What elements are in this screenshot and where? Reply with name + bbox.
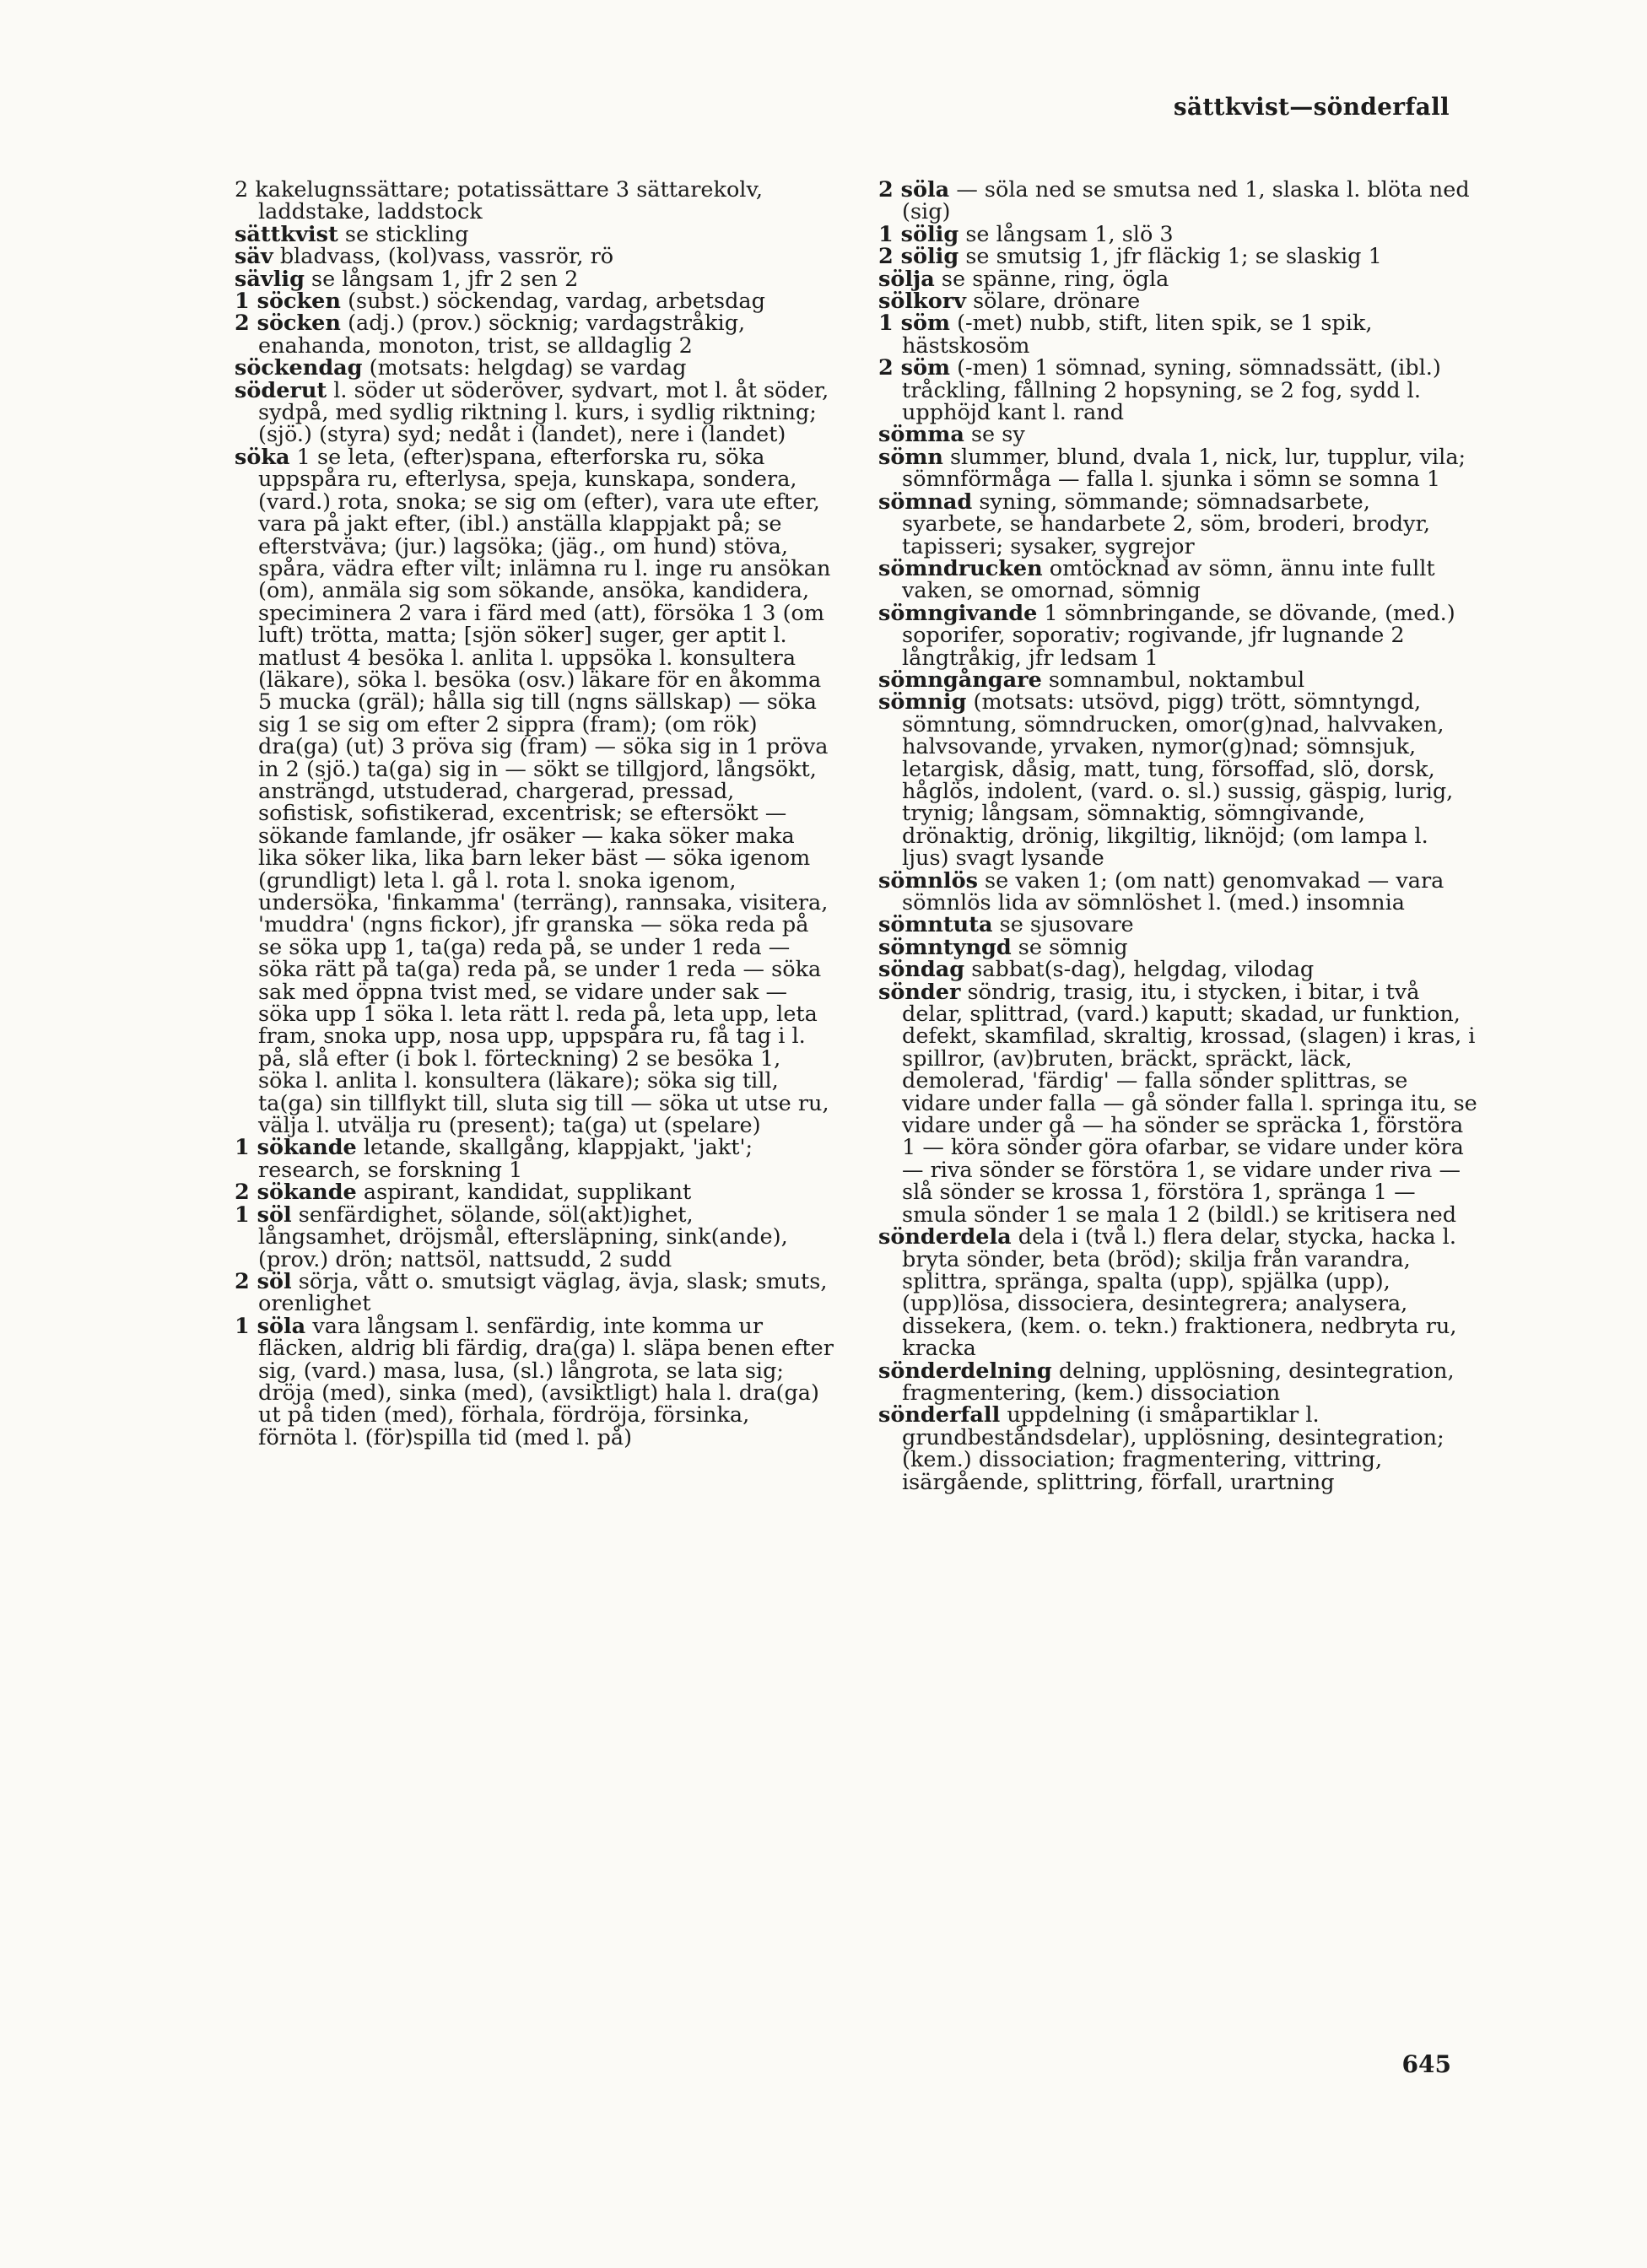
entry-definition: dela i (två l.) flera delar, stycka, hacka l. bryta sönder, beta (bröd); skilja från varandra, splittra, spränga, spalta (upp), spjälka (upp), (upp)lösa, dissociera, desintegrera; analysera, dissekera, (kem. o. tekn.) fraktionera, nedbryta ru, kracka: [902, 1224, 1457, 1362]
dictionary-entry: [878, 934, 1477, 960]
entry-definition: l. söder ut söderöver, sydvart, mot l. åt söder, sydpå, med sydlig riktning l. kurs, i sydlig riktning; (sjö.) (styra) syd; nedåt i (landet), nere i (landet): [258, 377, 829, 448]
entry-headword: 2 söm: [878, 355, 950, 381]
dictionary-entry: [878, 491, 1477, 558]
entry-headword: sömntuta: [878, 912, 993, 938]
entry-definition: bladvass, (kol)vass, vassrör, rö: [279, 244, 614, 270]
dictionary-entry: [235, 179, 834, 224]
page-number: 645: [1401, 2050, 1451, 2078]
dictionary-entry: [878, 244, 1477, 270]
entry-headword: sölja: [878, 266, 935, 292]
entry-headword: sömndrucken: [878, 555, 1043, 581]
dictionary-entry: [878, 221, 1477, 247]
dictionary-entry: [878, 446, 1477, 491]
entry-definition: uppdelning (i småpartiklar l. grundbeståndsdelar), upplösning, desintegration; (kem.) dissociation; fragmentering, vittring, isärgående, splittring, förfall, urartning: [902, 1402, 1444, 1495]
entry-headword: sömnig: [878, 689, 967, 716]
entry-headword: 2 söla: [878, 177, 950, 202]
entry-definition: sörja, vått o. smutsigt väglag, ävja, slask; smuts, orenlighet: [258, 1268, 828, 1317]
entry-definition: — söla ned se smutsa ned 1, slaska l. blöta ned (sig): [902, 177, 1470, 225]
entry-headword: söckendag: [235, 355, 363, 381]
entry-definition: vara långsam l. senfärdig, inte komma ur fläcken, aldrig bli färdig, dra(ga) l. släpa benen efter sig, (vard.) masa, lusa, (sl.) långrota, se lata sig; dröja (med), sinka (med), (avsiktligt) hala l. dra(ga) ut på tiden (med), förhala, fördröja, försinka, förnöta l. (för)spilla tid (med l. på): [258, 1313, 834, 1450]
right-column: [878, 179, 1477, 1493]
entry-definition: se sy: [970, 422, 1025, 448]
entry-definition: letande, skallgång, klappjakt, 'jakt'; research, se forskning 1: [258, 1135, 753, 1183]
entry-headword: 2 söcken: [235, 310, 341, 337]
entry-headword: sömn: [878, 444, 943, 470]
entry-definition: (motsats: utsövd, pigg) trött, sömntyngd, sömntung, sömndrucken, omor(g)nad, halvvaken, halvsovande, yrvaken, nymor(g)nad; sömnsjuk, letargisk, dåsig, matt, tung, försoffad, slö, dorsk, håglös, indolent, (vard. o. sl.) sussig, gäspig, lurig, trynig; långsam, sömnaktig, sömngivande, drönaktig, drönig, likgiltig, liknöjd; (om lampa l. ljus) svagt lysande: [902, 689, 1454, 872]
dictionary-entry: [878, 268, 1477, 290]
running-head: sättkvist—sönderfall: [1173, 93, 1450, 121]
dictionary-entry: [235, 268, 834, 290]
entry-definition: (adj.) (prov.) söcknig; vardagstråkig, enahanda, monoton, trist, se alldaglig 2: [258, 310, 746, 359]
entry-definition: syning, sömmande; sömnadsarbete, syarbete, se handarbete 2, söm, broderi, brodyr, tapisseri; sysaker, sygrejor: [902, 489, 1430, 559]
entry-headword: sönderfall: [878, 1402, 1001, 1428]
dictionary-entry: [235, 1204, 834, 1271]
dictionary-entry: [878, 669, 1477, 691]
entry-definition: delning, upplösning, desintegration, fragmentering, (kem.) dissociation: [902, 1358, 1455, 1406]
entry-definition: se stickling: [344, 221, 469, 247]
entry-definition: söndrig, trasig, itu, i stycken, i bitar, i två delar, splittrad, (vard.) kaputt; skadad, ur funktion, defekt, skamfilad, skraltig, krossad, (slagen) i kras, i spillror, (av)bruten, bräckt, spräckt, läck, demolerad, 'färdig' — falla sönder splittras, se vidare under falla — gå sönder falla l. springa itu, se vidare under gå — ha sönder se spräcka 1, förstöra 1 — köra sönder göra ofarbar, se vidare under köra — riva sönder se förstöra 1, se vidare under riva — slå sönder se krossa 1, förstöra 1, spränga 1 — smula sönder 1 se mala 1 2 (bildl.) se kritisera ned: [902, 979, 1477, 1228]
entry-headword: sönderdela: [878, 1224, 1012, 1250]
entry-definition: (-men) 1 sömnad, syning, sömnadssätt, (ibl.) tråckling, fållning 2 hopsyning, se 2 fog, sydd l. upphöjd kant l. rand: [902, 355, 1441, 426]
entry-definition: se spänne, ring, ögla: [941, 266, 1169, 292]
entry-definition: se långsam 1, slö 3: [965, 221, 1174, 247]
entry-headword: 1 söm: [878, 310, 950, 337]
entry-definition: 2 kakelugnssättare; potatissättare 3 sättarekolv, laddstake, laddstock: [235, 177, 763, 225]
left-column: [235, 179, 834, 1449]
entry-headword: 1 sökande: [235, 1135, 357, 1161]
entry-headword: söka: [235, 444, 290, 470]
entry-headword: sävlig: [235, 266, 305, 292]
dictionary-entry: [878, 179, 1477, 224]
entry-headword: söndag: [878, 957, 965, 983]
entry-definition: sölare, drönare: [973, 289, 1141, 315]
entry-headword: 2 söl: [235, 1268, 292, 1294]
entry-definition: se smutsig 1, jfr fläckig 1; se slaskig 1: [965, 244, 1382, 270]
entry-definition: omtöcknad av sömn, ännu inte fullt vaken, se omornad, sömnig: [902, 555, 1435, 604]
dictionary-entry: [878, 357, 1477, 424]
dictionary-entry: [235, 1180, 834, 1206]
dictionary-entry: [235, 357, 834, 379]
dictionary-entry: [235, 312, 834, 357]
entry-headword: 1 sölig: [878, 221, 959, 247]
entry-definition: se sömnig: [1018, 934, 1128, 960]
entry-headword: sättkvist: [235, 221, 338, 247]
entry-definition: slummer, blund, dvala 1, nick, lur, tupplur, vila; sömnförmåga — falla l. sjunka i sömn se somna 1: [902, 444, 1466, 493]
dictionary-entry: [878, 424, 1477, 446]
entry-definition: (-met) nubb, stift, liten spik, se 1 spik, hästskosöm: [902, 310, 1373, 359]
entry-definition: 1 sömnbringande, se dövande, (med.) soporifer, soporativ; rogivande, jfr lugnande 2 långtråkig, jfr ledsam 1: [902, 600, 1455, 671]
dictionary-entry: [235, 244, 834, 270]
dictionary-entry: [235, 221, 834, 247]
dictionary-entry: [235, 1315, 834, 1449]
entry-headword: säv: [235, 244, 273, 270]
dictionary-entry: [878, 867, 1477, 915]
dictionary-entry: [235, 1137, 834, 1181]
entry-definition: (motsats: helgdag) se vardag: [369, 355, 687, 381]
dictionary-entry: [878, 1404, 1477, 1493]
entry-headword: sömngångare: [878, 667, 1042, 693]
entry-definition: se sjusovare: [999, 912, 1134, 938]
entry-headword: sölkorv: [878, 289, 966, 315]
entry-definition: (subst.) söckendag, vardag, arbetsdag: [348, 289, 765, 315]
entry-headword: 2 sökande: [235, 1180, 357, 1206]
dictionary-entry: [235, 289, 834, 315]
entry-headword: 1 söl: [235, 1202, 292, 1228]
entry-headword: sönderdelning: [878, 1358, 1052, 1384]
entry-definition: 1 se leta, (efter)spana, efterforska ru, söka uppspåra ru, efterlysa, speja, kunskapa, sondera, (vard.) rota, snoka; se sig om (efter), vara ute efter, vara på jakt efter, (ibl.) anställa klappjakt på; se efterstväva; (jur.) lagsöka; (jäg., om hund) stöva, spåra, vädra efter vilt; inlämna ru l. inge ru ansökan (om), anmäla sig som sökande, ansöka, kandidera, speciminera 2 vara i färd med (att), försöka 1 3 (om luft) trötta, matta; [sjön söker] suger, ger aptit l. matlust 4 besöka l. anlita l. uppsöka l. konsultera (läkare), söka l. besöka (osv.) läkare för en åkomma 5 mucka (gräl); hålla sig till (ngns sällskap) — söka sig 1 se sig om efter 2 sippra (fram); (om rök) dra(ga) (ut) 3 pröva sig (fram) — söka sig in 1 pröva in 2 (sjö.) ta(ga) sig in — sökt se tillgjord, långsökt, ansträngd, utstuderad, chargerad, pressad, sofistisk, sofistikerad, excentrisk; se eftersökt — sökande famlande, jfr osäker — kaka söker maka lika söker lika, lika barn leker bäst — söka igenom (grundligt) leta l. gå l. rota l. snoka igenom, undersöka, 'finkamma' (terräng), rannsaka, visitera, 'muddra' (ngns fickor), jfr granska — söka reda på se söka upp 1, ta(ga) reda på, se under 1 reda — söka rätt på ta(ga) reda på, se under 1 reda — söka sak med öppna tvist med, se vidare under sak — söka upp 1 söka l. leta rätt l. reda på, leta upp, leta fram, snoka upp, nosa upp, uppspåra ru, få tag i l. på, slå efter (i bok l. förteckning) 2 se besöka 1, söka l. anlita l. konsultera (läkare); söka sig till, ta(ga) sin tillflykt till, sluta sig till — söka ut utse ru, välja l. utvälja ru (present); ta(ga) ut (spelare): [258, 444, 831, 1139]
dictionary-entry: [878, 555, 1477, 604]
dictionary-entry: [235, 377, 834, 448]
entry-definition: sabbat(s-dag), helgdag, vilodag: [971, 957, 1315, 983]
dictionary-entry: [878, 957, 1477, 983]
entry-definition: se långsam 1, jfr 2 sen 2: [311, 266, 579, 292]
entry-headword: sömntyngd: [878, 934, 1012, 960]
dictionary-entry: [235, 446, 834, 1137]
entry-headword: 1 söla: [235, 1313, 306, 1339]
entry-headword: 2 sölig: [878, 244, 959, 270]
entry-headword: söderut: [235, 377, 327, 403]
entry-headword: sömnad: [878, 489, 973, 515]
entry-headword: sömngivande: [878, 600, 1038, 626]
entry-headword: 1 söcken: [235, 289, 341, 315]
dictionary-entry: [878, 689, 1477, 872]
dictionary-entry: [878, 1360, 1477, 1405]
entry-headword: sömma: [878, 422, 964, 448]
entry-definition: somnambul, noktambul: [1048, 667, 1305, 693]
dictionary-entry: [235, 1268, 834, 1317]
dictionary-entry: [878, 1224, 1477, 1362]
entry-definition: aspirant, kandidat, supplikant: [363, 1180, 692, 1206]
entry-definition: se vaken 1; (om natt) genomvakad — vara sömnlös lida av sömnlöshet l. (med.) insomnia: [902, 867, 1444, 915]
dictionary-entry: [878, 981, 1477, 1226]
entry-headword: sömnlös: [878, 867, 978, 894]
dictionary-entry: [878, 289, 1477, 315]
entry-definition: senfärdighet, sölande, söl(akt)ighet, långsamhet, dröjsmål, eftersläpning, sink(ande), (prov.) drön; nattsöl, nattsudd, 2 sudd: [258, 1202, 788, 1272]
dictionary-entry: [878, 914, 1477, 936]
dictionary-entry: [878, 312, 1477, 357]
dictionary-entry: [878, 602, 1477, 669]
entry-headword: sönder: [878, 979, 961, 1005]
